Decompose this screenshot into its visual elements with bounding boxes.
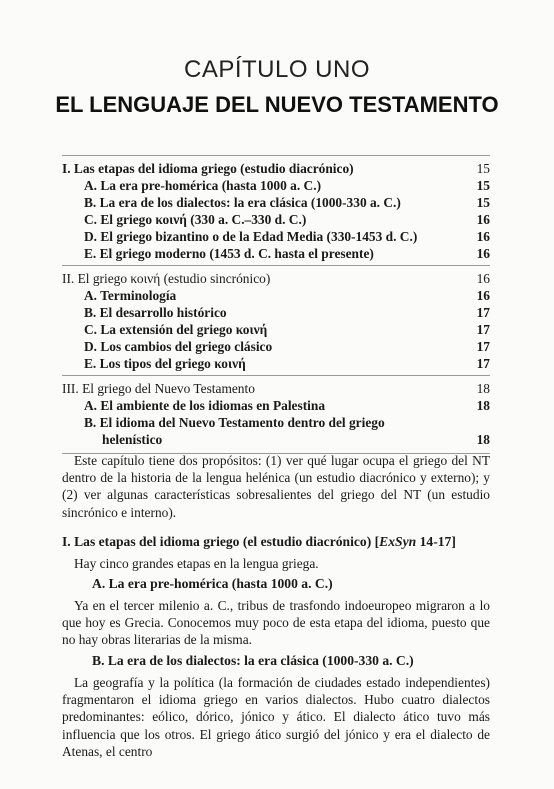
toc-entry-text: B. La era de los dialectos: la era clásica (1000-330 a. C.) [84, 195, 401, 210]
toc-page-number: 18 [476, 398, 490, 413]
toc-text-part: (330 a. C.–330 d. C.) [186, 212, 307, 227]
toc-rule [62, 375, 490, 376]
section-1-lead: Hay cinco grandes etapas en la lengua griega. [74, 556, 319, 571]
toc-entry-text: A. La era pre-homérica (hasta 1000 a. C.) [84, 178, 322, 193]
toc-page-number: 16 [476, 229, 490, 244]
toc-entry-text: A. El ambiente de los idiomas en Palestina [84, 398, 326, 413]
toc-entry-text: A. Terminología [84, 288, 177, 303]
greek-word: κοινή [235, 322, 268, 337]
toc-page-number: 18 [476, 381, 490, 396]
chapter-label: CAPÍTULO UNO [183, 56, 371, 83]
subsection-a-heading: A. La era pre-homérica (hasta 1000 a. C.) [92, 576, 333, 591]
toc-page-number: 18 [476, 432, 490, 447]
toc-entry-2c [62, 321, 490, 338]
toc-text-part: C. El griego [84, 212, 156, 227]
toc-page-number: 17 [476, 356, 490, 371]
toc-entry-1c [62, 211, 490, 228]
toc-entry-2d [62, 338, 490, 355]
subsection-b-text: La geografía y la política (la formación de ciudades estado independientes) fragmentaron el idioma griego en varios dialectos. Hubo cuatro dialectos predominantes: eólico, dórico, jónico y ático. El dialecto ático tuvo más influencia que los otros. El griego ático surgió del jónico y era el dialecto de Atenas, el centro [62, 675, 490, 759]
toc-text-part: C. La extensión del griego [84, 322, 236, 337]
toc-entry-text [84, 355, 246, 372]
toc-entry-text [84, 211, 306, 228]
toc-entry-2a [62, 287, 490, 304]
toc-entry-section-3 [62, 380, 490, 397]
toc-entry-text [84, 414, 454, 448]
toc-page-number: 15 [476, 195, 490, 210]
toc-page-number: 15 [476, 161, 490, 176]
toc-entry-text: III. El griego del Nuevo Testamento [62, 381, 255, 396]
toc-text-part: E. Los tipos del griego [84, 356, 215, 371]
heading-reference-pages: 14-17] [416, 534, 456, 549]
heading-reference: ExSyn [379, 534, 417, 549]
toc-entry-text: D. Los cambios del griego clásico [84, 339, 273, 354]
toc-entry-2b [62, 304, 490, 321]
toc-entry-text [62, 270, 270, 287]
toc-page-number: 16 [476, 271, 490, 286]
toc-entry-section-2 [62, 270, 490, 287]
toc-entry-text: D. El griego bizantino o de la Edad Media (330-1453 d. C.) [84, 229, 418, 244]
toc-page-number: 17 [476, 339, 490, 354]
toc-text-part: (estudio sincrónico) [160, 271, 271, 286]
toc-top-rule [62, 155, 490, 156]
toc-page-number: 15 [476, 178, 490, 193]
toc-entry-1e [62, 245, 490, 262]
toc-page-number: 16 [476, 288, 490, 303]
toc-entry-1d [62, 228, 490, 245]
subsection-b-heading: B. La era de los dialectos: la era clásica (1000-330 a. C.) [92, 653, 414, 668]
toc-text-part: II. El griego [62, 271, 131, 286]
toc-entry-text: E. El griego moderno (1453 d. C. hasta el presente) [84, 246, 374, 261]
toc-entry-2e [62, 355, 490, 372]
toc-page-number: 16 [476, 212, 490, 227]
toc-page-number: 17 [476, 322, 490, 337]
toc-text-line: B. El idioma del Nuevo Testamento dentro del griego [84, 415, 385, 430]
intro-paragraph: Este capítulo tiene dos propósitos: (1) ver qué lugar ocupa el griego del NT dentro de la historia de la lengua helénica (un estudio diacrónico y externo); y (2) ver algunas características sobresalientes del griego del NT (un estudio sincrónico e interno). [62, 453, 490, 520]
toc-page-number: 17 [476, 305, 490, 320]
greek-word: κοινή [130, 271, 161, 286]
toc-rule [62, 265, 490, 266]
toc-entry-text: I. Las etapas del idioma griego (estudio diacrónico) [62, 161, 354, 176]
heading-text: I. Las etapas del idioma griego (el estudio diacrónico) [ [62, 534, 380, 549]
toc-text-line: helenístico [102, 432, 163, 447]
toc-entry-section-1 [62, 160, 490, 177]
toc-entry-text [84, 321, 267, 338]
greek-word: κοινή [155, 212, 187, 227]
toc-page-number: 16 [476, 246, 490, 261]
subsection-a-text: Ya en el tercer milenio a. C., tribus de trasfondo indoeuropeo migraron a lo que hoy es Grecia. Conocemos muy poco de esta etapa del idioma, puesto que no hay obras literarias de la misma. [62, 598, 490, 648]
toc-entry-3b [62, 414, 490, 448]
toc-entry-3a [62, 397, 490, 414]
toc-entry-text: B. El desarrollo histórico [84, 305, 227, 320]
chapter-title: EL LENGUAJE DEL NUEVO TESTAMENTO [55, 92, 499, 117]
section-1-heading [62, 534, 490, 550]
toc-entry-1b [62, 194, 490, 211]
table-of-contents [62, 152, 490, 458]
greek-word: κοινή [214, 356, 246, 371]
toc-entry-1a [62, 177, 490, 194]
